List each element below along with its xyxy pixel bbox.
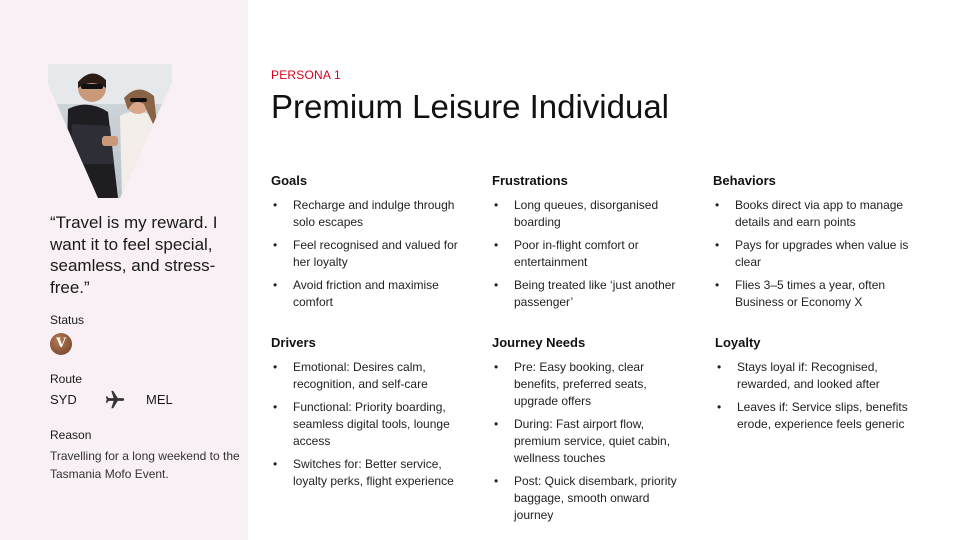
section-title: Drivers bbox=[271, 335, 316, 350]
airplane-icon bbox=[104, 389, 126, 411]
section-title: Goals bbox=[271, 173, 308, 188]
list-item: • Functional: Priority boarding, seamless digital tools, lounge access bbox=[271, 399, 471, 450]
loyalty-section bbox=[715, 335, 915, 439]
section-title: Frustrations bbox=[492, 173, 568, 188]
route-label: Route bbox=[50, 372, 83, 386]
page-title: Premium Leisure Individual bbox=[271, 88, 670, 125]
goals-section bbox=[271, 173, 471, 317]
list-item: • Stays loyal if: Recognised, rewarded, and looked after bbox=[715, 359, 915, 393]
route-from: SYD bbox=[50, 392, 77, 407]
list-item: • Avoid friction and maximise comfort bbox=[271, 277, 471, 311]
status-badge: V bbox=[50, 333, 72, 355]
section-title: Loyalty bbox=[715, 335, 761, 350]
frustrations-section bbox=[492, 173, 692, 317]
list-item: • Long queues, disorganised boarding bbox=[492, 197, 692, 231]
list-item: • Recharge and indulge through solo escapes bbox=[271, 197, 471, 231]
section-title: Behaviors bbox=[713, 173, 776, 188]
list-item: • Feel recognised and valued for her loyalty bbox=[271, 237, 471, 271]
list-item: • Being treated like ‘just another passenger’ bbox=[492, 277, 692, 311]
persona-kicker: PERSONA 1 bbox=[271, 68, 341, 82]
persona-quote: “Travel is my reward. I want it to feel special, seamless, and stress-free.” bbox=[50, 213, 218, 297]
list-item: • Books direct via app to manage details and earn points bbox=[713, 197, 913, 231]
drivers-section bbox=[271, 335, 471, 496]
reason-text: Travelling for a long weekend to the Tasmania Mofo Event. bbox=[50, 449, 240, 481]
status-label: Status bbox=[50, 313, 85, 327]
behaviors-section bbox=[713, 173, 913, 317]
journey-needs-section bbox=[492, 335, 692, 530]
list-item: • Pre: Easy booking, clear benefits, preferred seats, upgrade offers bbox=[492, 359, 692, 410]
reason-label: Reason bbox=[50, 428, 92, 442]
list-item: • Pays for upgrades when value is clear bbox=[713, 237, 913, 271]
list-item: • During: Fast airport flow, premium service, quiet cabin, wellness touches bbox=[492, 416, 692, 467]
route-to: MEL bbox=[146, 392, 173, 407]
section-title: Journey Needs bbox=[492, 335, 586, 350]
list-item: • Emotional: Desires calm, recognition, and self-care bbox=[271, 359, 471, 393]
list-item: • Switches for: Better service, loyalty perks, flight experience bbox=[271, 456, 471, 490]
list-item: • Poor in-flight comfort or entertainment bbox=[492, 237, 692, 271]
persona-photo bbox=[48, 64, 172, 198]
sidebar bbox=[0, 0, 248, 540]
list-item: • Leaves if: Service slips, benefits erode, experience feels generic bbox=[715, 399, 915, 433]
list-item: • Post: Quick disembark, priority baggage, smooth onward journey bbox=[492, 473, 692, 524]
list-item: • Flies 3–5 times a year, often Business or Economy X bbox=[713, 277, 913, 311]
